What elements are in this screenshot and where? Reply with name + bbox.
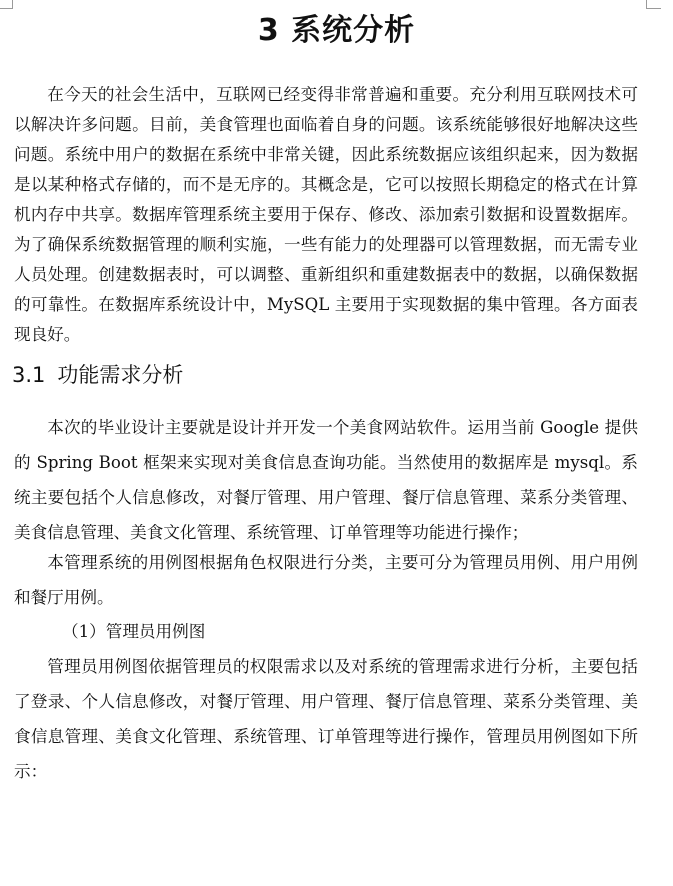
- intro-paragraph: 在今天的社会生活中，互联网已经变得非常普遍和重要。充分利用互联网技术可以解决许多问题。目前，美食管理也面临着自身的问题。该系统能够很好地解决这些问题。系统中用户的数据在系统中非常关键，因此系统数据应该组织起来，因为数据是以某种格式存储的，而不是无序的。其概念是，它可以按照长期稳定的格式在计算机内存中共享。数据库管理系统主要用于保存、修改、添加索引数据和设置数据库。为了确保系统数据管理的顺利实施，一些有能力的处理器可以管理数据，而无需专业人员处理。创建数据表时，可以调整、重新组织和重建数据表中的数据，以确保数据的可靠性。在数据库系统设计中，MySQL 主要用于实现数据的集中管理。各方面表现良好。: [14, 85, 638, 344]
- admin-use-case-paragraph: 管理员用例图依据管理员的权限需求以及对系统的管理需求进行分析，主要包括了登录、个人信息修改，对餐厅管理、用户管理、餐厅信息管理、菜系分类管理、美食信息管理、美食文化管理、系统管理、订单管理等进行操作，管理员用例图如下所示：: [14, 657, 638, 781]
- chapter-title: 3 系统分析: [257, 13, 416, 48]
- section-title-text: 功能需求分析: [57, 363, 184, 387]
- section-heading: [12, 357, 183, 393]
- functional-paragraph: 本次的毕业设计主要就是设计并开发一个美食网站软件。运用当前 Google 提供的 Spring Boot 框架来实现对美食信息查询功能。当然使用的数据库是 mysql。系统主要包括个人信息修改，对餐厅管理、用户管理、餐厅信息管理、菜系分类管理、美食信息管理、美食文化管理、系统管理、订单管理等功能进行操作；: [14, 418, 638, 542]
- section-number: 3.1: [12, 363, 46, 387]
- admin-use-case-subheading: （1）管理员用例图: [62, 622, 206, 641]
- use-case-paragraph: 本管理系统的用例图根据角色权限进行分类，主要可分为管理员用例、用户用例和餐厅用例。: [14, 553, 638, 607]
